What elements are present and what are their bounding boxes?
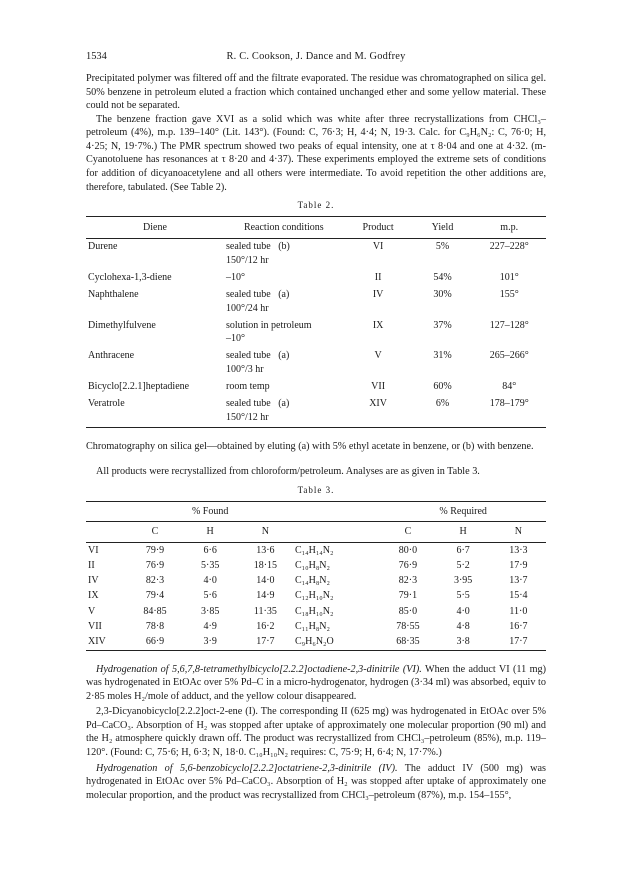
- found-n-cell: 11·35: [253, 605, 277, 617]
- formula-cell: C₁₀H₈N₂: [294, 559, 331, 571]
- required-h-cell: 4·8: [456, 621, 470, 633]
- required-n-cell: 15·4: [509, 590, 528, 602]
- found-h-cell: 5·6: [203, 590, 217, 602]
- hydrogenation-paragraph-3: [86, 762, 546, 803]
- conditions-cell: [224, 318, 344, 349]
- condition-line: 100°/3 hr: [226, 363, 264, 375]
- condition-line: sealed tube (b): [226, 241, 290, 253]
- table3-found-h: H: [206, 526, 214, 538]
- diene-cell: Veratrole: [88, 398, 125, 410]
- yield-cell: 5%: [435, 241, 450, 253]
- required-c-cell: 79·1: [398, 590, 418, 602]
- formula-cell: C₉H₆N₂O: [294, 636, 334, 648]
- compound-cell: VII: [88, 621, 102, 633]
- found-h-cell: 4·9: [203, 621, 217, 633]
- found-h-cell: 6·6: [203, 544, 217, 556]
- table2-row: [86, 379, 546, 396]
- hydrogenation-2-body: (I). The corresponding II (625 mg) was hydrogenated in EtOAc over 5% Pd–CaCO₃. Absorption of H₂ was stopped after uptake of approximately one molecular proportion (90 ml) and the H₂ atmosphere quickly drawn off. The product was recrystallized from CHCl₃–petroleum (85%), m.p. 119–120°. (Found: C, 75·6; H, 6·3; N, 18·0. C₁₀H₁₀N₂ requires: C, 75·9; H, 6·4; N, 17·7%.): [86, 706, 546, 759]
- table3-caption: Table 3.: [297, 485, 335, 496]
- formula-cell: C₁₄H₁₄N₂: [294, 544, 334, 556]
- conditions-cell: [224, 396, 344, 427]
- product-cell: VII: [371, 381, 386, 392]
- found-c-cell: 79·4: [145, 590, 165, 602]
- compound-cell: IV: [88, 575, 99, 587]
- found-c-cell: 76·9: [145, 559, 165, 571]
- page-header: [86, 50, 546, 68]
- product-cell: V: [374, 350, 382, 362]
- formula-cell: C₁₈H₁₀N₂: [294, 605, 334, 617]
- condition-line: 100°/24 hr: [226, 302, 269, 314]
- found-c-cell: 79·9: [145, 544, 165, 556]
- condition-line: sealed tube (a): [226, 398, 290, 410]
- found-n-cell: 14·9: [256, 590, 275, 602]
- condition-line: –10°: [226, 271, 245, 283]
- conditions-cell: [224, 270, 344, 287]
- recrystallization-note: All products were recrystallized from chloroform/petroleum. Analyses are as given in Table 3.: [96, 466, 480, 478]
- required-n-cell: 13·7: [509, 575, 528, 587]
- condition-line: sealed tube (a): [226, 289, 290, 301]
- compound-cell: XIV: [88, 636, 106, 648]
- product-cell: IX: [372, 319, 384, 331]
- formula-cell: C₁₄H₈N₂: [294, 575, 331, 587]
- hydrogenation-paragraph-1: [86, 663, 546, 704]
- table2-header-conditions: Reaction conditions: [224, 217, 344, 239]
- table3-found-n: N: [261, 526, 269, 538]
- intro-paragraph-2: The benzene fraction gave XVI as a solid which was white after three recrystallizations from CHCl₃–petroleum (4%), m.p. 139–140° (Lit. 143°). (Found: C, 76·3; H, 4·4; N, 19·3. Calc. for C₉H₆N₂: C, 76·0; H, 4·25; N, 19·7%.) The PMR spectrum showed two peaks of equal intensity, one at τ 8·04 and one at 4·32. (m-Cyanotoluene has resonances at τ 8·20 and 4·37). These experiments employed the extreme sets of conditions for addition of dicyanoacetylene and all others were intermediate. To avoid repetition the other additions are, therefore, tabulated. (See Table 2).: [86, 113, 546, 193]
- found-n-cell: 17·7: [256, 636, 275, 648]
- hydrogenation-1-title: Hydrogenation of 5,6,7,8-tetramethylbicyclo[2.2.2]octadiene-2,3-dinitrile (VI).: [96, 663, 422, 675]
- table2-header-row: [86, 217, 546, 239]
- compound-cell: VI: [88, 544, 99, 556]
- table3-row: [86, 619, 546, 634]
- hydrogenation-1-body: When the adduct VI (11 mg) was hydrogenated in EtOAc over 5% Pd–C in a micro-hydrogenator, hydrogen (3·34 ml) was absorbed, equiv to 2·85 moles H₂/mole of adduct, and the yellow colour disappeared.: [86, 663, 546, 702]
- required-h-cell: 5·2: [456, 559, 470, 571]
- found-h-cell: 3·85: [201, 605, 220, 617]
- diene-cell: Dimethylfulvene: [88, 319, 156, 331]
- table2-body: [86, 239, 546, 428]
- table2-row: [86, 348, 546, 379]
- yield-cell: 60%: [433, 381, 452, 392]
- table2-caption: Table 2.: [297, 200, 335, 211]
- table3-body: [86, 542, 546, 650]
- table3-req-h: H: [459, 526, 467, 538]
- yield-cell: 6%: [435, 398, 450, 410]
- chromatography-note: Chromatography on silica gel—obtained by eluting (a) with 5% ethyl acetate in benzene, or (b) with benzene.: [86, 440, 534, 452]
- required-h-cell: 5·5: [456, 590, 470, 602]
- product-cell: II: [374, 271, 382, 283]
- required-h-cell: 4·0: [456, 605, 470, 617]
- required-c-cell: 85·0: [398, 605, 418, 617]
- condition-line: –10°: [226, 333, 245, 345]
- mp-cell: 127–128°: [489, 319, 529, 331]
- hydrogenation-3-title: Hydrogenation of 5,6-benzobicyclo[2.2.2]octatriene-2,3-dinitrile (IV).: [96, 762, 398, 774]
- table2-row: [86, 396, 546, 427]
- condition-line: room temp: [226, 381, 270, 392]
- table3-row: [86, 542, 546, 558]
- conditions-cell: [224, 239, 344, 270]
- required-h-cell: 3·95: [453, 575, 473, 587]
- compound-cell: IX: [88, 590, 99, 602]
- yield-cell: 31%: [433, 350, 452, 362]
- table3-found-c: C: [151, 526, 159, 538]
- formula-cell: C₁₂H₁₀N₂: [294, 590, 334, 602]
- required-n-cell: 13·3: [509, 544, 528, 556]
- intro-paragraph-1: Precipitated polymer was filtered off and the filtrate evaporated. The residue was chromatographed on silica gel. 50% benzene in petroleum eluted a fraction which contained unchanged ether and some yellow material. These could not be separated.: [86, 73, 546, 112]
- table3-header-row: [86, 522, 546, 542]
- found-c-cell: 66·9: [145, 636, 165, 648]
- found-c-cell: 78·8: [145, 621, 165, 633]
- table2-row: [86, 270, 546, 287]
- hydrogenation-section: [86, 663, 546, 803]
- table3-row: [86, 588, 546, 603]
- mp-cell: 155°: [499, 289, 519, 301]
- table3-row: [86, 573, 546, 588]
- journal-page: [86, 50, 546, 802]
- table3-required-label: % Required: [439, 505, 487, 517]
- table2-row: [86, 239, 546, 270]
- diene-cell: Anthracene: [88, 350, 135, 362]
- product-cell: IV: [372, 289, 384, 301]
- required-c-cell: 78·55: [396, 621, 420, 633]
- table2-row: [86, 287, 546, 318]
- formula-cell: C₁₁H₈N₂: [294, 621, 331, 633]
- found-n-cell: 18·15: [253, 559, 278, 571]
- table2-row: [86, 318, 546, 349]
- yield-cell: 30%: [433, 289, 452, 301]
- table3-req-n: N: [514, 526, 522, 538]
- yield-cell: 37%: [433, 319, 452, 331]
- page-number: 1534: [86, 51, 107, 62]
- table3-row: [86, 558, 546, 573]
- hydrogenation-paragraph-2: [86, 705, 546, 759]
- table2-header-diene: Diene: [86, 217, 224, 239]
- required-h-cell: 3·8: [456, 636, 470, 648]
- table3-req-c: C: [404, 526, 412, 538]
- found-c-cell: 84·85: [143, 605, 167, 617]
- table-2: [86, 216, 546, 428]
- mp-cell: 178–179°: [489, 398, 529, 410]
- mp-cell: 227–228°: [489, 241, 529, 253]
- mp-cell: 84°: [502, 381, 517, 392]
- running-title: R. C. Cookson, J. Dance and M. Godfrey: [226, 51, 406, 62]
- required-n-cell: 11·0: [509, 605, 528, 617]
- table2-header-mp: m.p.: [472, 217, 546, 239]
- conditions-cell: [224, 287, 344, 318]
- diene-cell: Naphthalene: [88, 289, 139, 301]
- found-n-cell: 14·0: [256, 575, 275, 587]
- table2-header-product: Product: [344, 217, 413, 239]
- found-c-cell: 82·3: [145, 575, 165, 587]
- required-c-cell: 80·0: [398, 544, 418, 556]
- compound-cell: V: [88, 605, 96, 617]
- product-cell: VI: [372, 241, 384, 253]
- condition-line: sealed tube (a): [226, 350, 290, 362]
- table3-found-label: % Found: [191, 505, 229, 517]
- condition-line: 150°/12 hr: [226, 254, 269, 266]
- required-n-cell: 17·7: [509, 636, 528, 648]
- diene-cell: Cyclohexa-1,3-diene: [88, 271, 172, 283]
- table2-header-yield: Yield: [413, 217, 473, 239]
- product-cell: XIV: [369, 398, 387, 410]
- found-h-cell: 4·0: [203, 575, 217, 587]
- required-c-cell: 68·35: [396, 636, 420, 648]
- conditions-cell: [224, 379, 344, 396]
- mp-cell: 265–266°: [489, 350, 529, 362]
- found-h-cell: 3·9: [203, 636, 217, 648]
- yield-cell: 54%: [433, 271, 452, 283]
- table3-row: [86, 634, 546, 650]
- required-n-cell: 16·7: [509, 621, 528, 633]
- required-c-cell: 82·3: [398, 575, 418, 587]
- required-h-cell: 6·7: [456, 544, 470, 556]
- mp-cell: 101°: [499, 271, 519, 283]
- table-3: [86, 501, 546, 651]
- hydrogenation-3-body: The adduct IV (500 mg) was hydrogenated in EtOAc over 5% Pd–CaCO₃. Absorption of H₂ was stopped after uptake of approximately one molecular proportion, and the product was recrystallized from CHCl₃–petroleum (87%), m.p. 154–155°,: [86, 762, 546, 801]
- diene-cell: Bicyclo[2.2.1]heptadiene: [88, 381, 190, 392]
- condition-line: solution in petroleum: [226, 319, 312, 331]
- diene-cell: Durene: [88, 241, 118, 253]
- table3-row: [86, 604, 546, 619]
- condition-line: 150°/12 hr: [226, 411, 269, 423]
- required-c-cell: 76·9: [398, 559, 418, 571]
- conditions-cell: [224, 348, 344, 379]
- hydrogenation-2-title: 2,3-Dicyanobicyclo[2.2.2]oct-2-ene: [96, 706, 243, 718]
- compound-cell: II: [88, 559, 95, 571]
- required-n-cell: 17·9: [509, 559, 528, 571]
- found-n-cell: 13·6: [256, 544, 275, 556]
- found-h-cell: 5·35: [201, 559, 220, 571]
- table3-group-row: [86, 501, 546, 521]
- found-n-cell: 16·2: [256, 621, 275, 633]
